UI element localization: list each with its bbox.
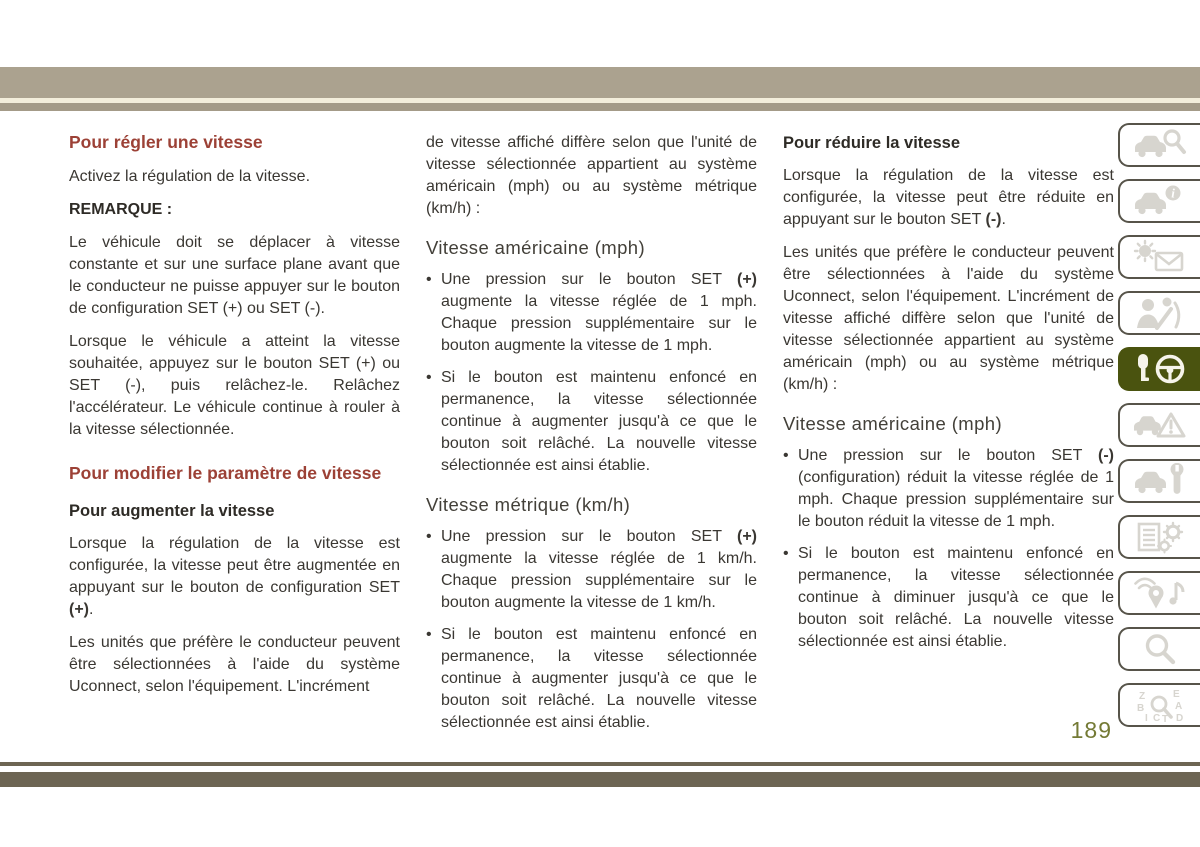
bullet-item: • Si le bouton est maintenu enfoncé en permanence, la vitesse sélectionnée continue à diminuer jusqu'à ce que le bouton soit relâché. La nouvelle vitesse sélectionnée est ainsi établie. xyxy=(783,543,1114,653)
text-segment-bold: (-) xyxy=(1098,447,1114,464)
note-label: REMARQUE : xyxy=(69,201,173,218)
page-content xyxy=(69,132,1112,748)
svg-text:T: T xyxy=(1162,714,1169,723)
header-bar-thin xyxy=(0,103,1200,111)
text-segment-bold: (+) xyxy=(737,528,757,545)
tab-emergency[interactable] xyxy=(1118,403,1200,447)
text-segment-bold: (+) xyxy=(737,271,757,288)
car-info-icon xyxy=(1131,183,1189,219)
text-segment: (configuration) réduit la vitesse réglée de 1 mph. Chaque pression supplémentaire sur le bouton réduit la vitesse de 1 mph. xyxy=(798,469,1114,530)
index-letters-icon xyxy=(1131,687,1189,723)
column-3 xyxy=(783,132,1114,748)
svg-text:B: B xyxy=(1137,703,1145,714)
text-segment: Lorsque la régulation de la vitesse est configurée, la vitesse peut être réduite en appuyant sur le bouton SET xyxy=(783,167,1114,228)
sub-heading: Pour réduire la vitesse xyxy=(783,134,960,152)
specs-gears-icon xyxy=(1131,519,1189,555)
bullet-list xyxy=(426,526,757,734)
text-segment: . xyxy=(89,601,94,618)
svg-text:A: A xyxy=(1175,701,1183,712)
text-segment: augmente la vitesse réglée de 1 mph. Chaque pression supplémentaire sur le bouton augmente la vitesse de 1 mph. xyxy=(441,293,757,354)
search-icon xyxy=(1131,631,1189,667)
section-heading: Pour modifier le paramètre de vitesse xyxy=(69,463,382,483)
bullet-item: • Si le bouton est maintenu enfoncé en permanence, la vitesse sélectionnée continue à augmenter jusqu'à ce que le bouton soit relâché. La nouvelle vitesse sélectionnée est ainsi établie. xyxy=(426,367,757,477)
paragraph: de vitesse affiché diffère selon que l'unité de vitesse sélectionnée appartient au système américain (mph) ou au système métrique (km/h) : xyxy=(426,134,757,217)
sub-heading: Vitesse métrique (km/h) xyxy=(426,494,631,515)
sub-heading: Vitesse américaine (mph) xyxy=(426,237,646,258)
text-segment: augmente la vitesse réglée de 1 km/h. Chaque pression supplémentaire sur le bouton augmente la vitesse de 1 km/h. xyxy=(441,550,757,611)
sub-heading: Vitesse américaine (mph) xyxy=(783,413,1003,434)
tab-multimedia[interactable] xyxy=(1118,571,1200,615)
paragraph: Les unités que préfère le conducteur peuvent être sélectionnées à l'aide du système Uconnect, selon l'équipement. L'incrément xyxy=(69,634,400,695)
car-warning-triangle-icon xyxy=(1131,407,1189,443)
footer-bar xyxy=(0,772,1200,787)
svg-text:E: E xyxy=(1173,689,1180,700)
header-bar xyxy=(0,67,1200,98)
text-segment: Une pression sur le bouton SET xyxy=(441,271,737,288)
column-1 xyxy=(69,132,400,748)
svg-text:C: C xyxy=(1153,713,1161,723)
bullet-list xyxy=(783,445,1114,653)
bullet-item xyxy=(426,269,757,357)
section-heading: Pour régler une vitesse xyxy=(69,132,263,152)
car-search-icon xyxy=(1131,127,1189,163)
paragraph: Activez la régulation de la vitesse. xyxy=(69,168,311,185)
tab-occupant-safety[interactable] xyxy=(1118,291,1200,335)
tab-servicing-maintenance[interactable] xyxy=(1118,459,1200,503)
tab-technical-specifications[interactable] xyxy=(1118,515,1200,559)
paragraph xyxy=(69,533,400,621)
text-segment: . xyxy=(1001,211,1006,228)
column-2 xyxy=(426,132,757,748)
text-segment: Lorsque la régulation de la vitesse est configurée, la vitesse peut être augmentée en appuyant sur le bouton de configuration SET xyxy=(69,535,400,596)
page-number: 189 xyxy=(1070,717,1112,743)
tab-lights-messages[interactable] xyxy=(1118,235,1200,279)
bullet-item: • Si le bouton est maintenu enfoncé en permanence, la vitesse sélectionnée continue à augmenter jusqu'à ce que le bouton soit relâché. La nouvelle vitesse sélectionnée est ainsi établie. xyxy=(426,624,757,734)
section-tab-bar xyxy=(1118,123,1200,727)
bullet-list xyxy=(426,269,757,477)
paragraph: Les unités que préfère le conducteur peuvent être sélectionnées à l'aide du système Uconnect, selon l'équipement. L'incrément de vitesse affiché diffère selon que l'unité de vitesse sélectionnée appartient au système américain (mph) ou au système métrique (km/h) : xyxy=(783,244,1114,393)
sun-envelope-icon xyxy=(1131,239,1189,275)
text-segment: Une pression sur le bouton SET xyxy=(798,447,1099,464)
paragraph: Lorsque le véhicule a atteint la vitesse souhaitée, appuyez sur le bouton SET (+) ou SET (-), puis relâchez-le. Relâchez l'accélérateur. Le véhicule continue à rouler à la vitesse sélectionnée. xyxy=(69,333,400,438)
tab-search[interactable] xyxy=(1118,627,1200,671)
footer-line xyxy=(0,762,1200,766)
text-segment: Une pression sur le bouton SET xyxy=(441,528,737,545)
occupant-safety-icon xyxy=(1131,295,1189,331)
sub-heading: Pour augmenter la vitesse xyxy=(69,502,275,520)
svg-text:Z: Z xyxy=(1139,691,1146,702)
bullet-item xyxy=(783,445,1114,533)
key-steering-wheel-icon xyxy=(1131,351,1189,387)
svg-text:i: i xyxy=(1171,185,1175,201)
bullet-item xyxy=(426,526,757,614)
multimedia-pin-note-icon xyxy=(1131,575,1189,611)
note-paragraph: Le véhicule doit se déplacer à vitesse constante et sur une surface plane avant que le conducteur ne puisse appuyer sur le bouton de configuration SET (+) ou SET (-). xyxy=(69,234,400,317)
text-segment-bold: (+) xyxy=(69,601,89,618)
svg-text:I: I xyxy=(1145,713,1148,723)
tab-index[interactable] xyxy=(1118,683,1200,727)
tab-vehicle-info[interactable] xyxy=(1118,179,1200,223)
text-segment-bold: (-) xyxy=(985,211,1002,228)
tab-starting-operating[interactable] xyxy=(1118,347,1200,391)
car-wrench-icon xyxy=(1131,463,1189,499)
svg-text:D: D xyxy=(1176,713,1184,723)
paragraph xyxy=(783,165,1114,231)
tab-vehicle-overview[interactable] xyxy=(1118,123,1200,167)
